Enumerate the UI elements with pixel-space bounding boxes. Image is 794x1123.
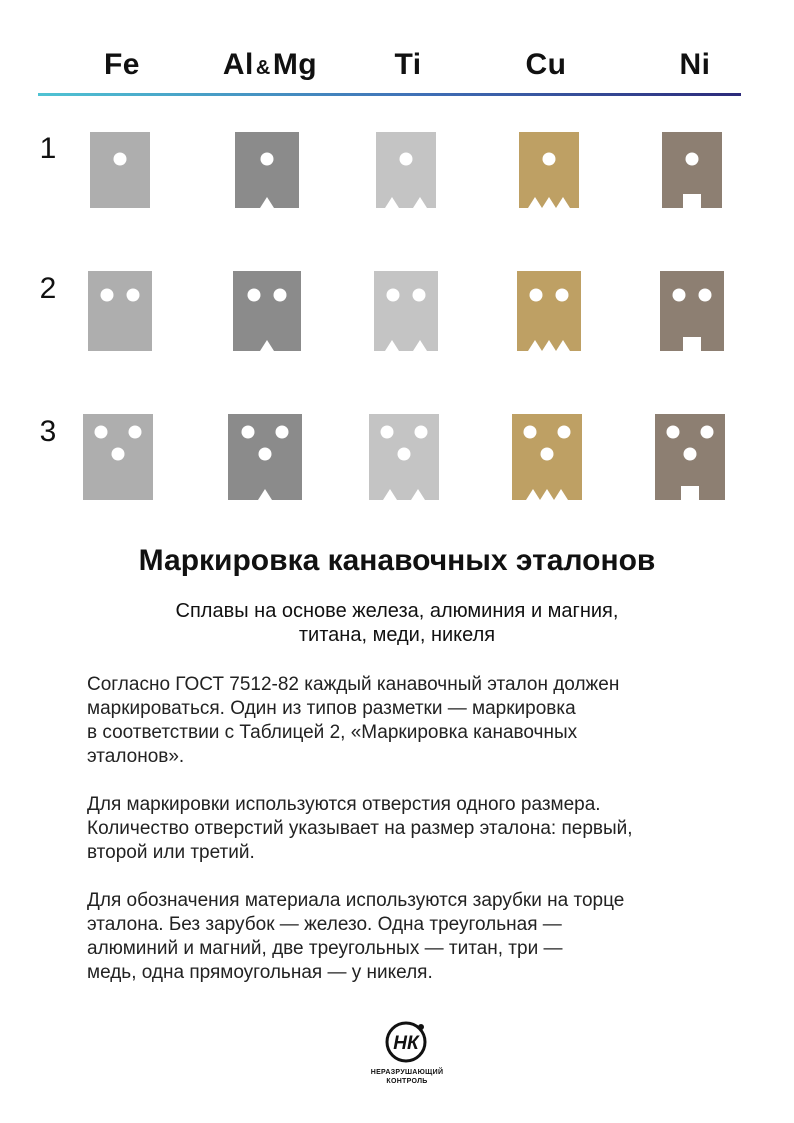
sample-almg-3 <box>228 414 302 500</box>
sample-plate-ti-3 <box>369 414 439 500</box>
sample-hole-1 <box>524 426 537 439</box>
sample-plate-almg-1 <box>235 132 299 208</box>
sample-plate-ni-3 <box>655 414 725 500</box>
sample-hole-3 <box>112 448 125 461</box>
paragraph-holes: Для маркировки используются отверстия одного размера. Количество отверстий указывает на размер эталона: первый, второй или третий. <box>87 794 633 863</box>
sample-hole-2 <box>127 289 140 302</box>
sample-plate-cu-3 <box>512 414 582 500</box>
sample-body-two-triangles <box>374 271 438 351</box>
sample-hole-1 <box>381 426 394 439</box>
sample-hole-2 <box>276 426 289 439</box>
sample-plate-fe-1 <box>90 132 150 208</box>
sample-hole-3 <box>398 448 411 461</box>
sample-hole-3 <box>684 448 697 461</box>
sample-plate-ni-1 <box>662 132 722 208</box>
row-label-2: 2 <box>39 272 57 305</box>
sample-body-one-triangle <box>233 271 301 351</box>
sample-cu-1 <box>519 132 579 208</box>
sample-plate-cu-1 <box>519 132 579 208</box>
sample-hole-3 <box>259 448 272 461</box>
sample-ni-1 <box>662 132 722 208</box>
page-title: Маркировка канавочных эталонов <box>138 544 656 577</box>
sample-hole-1 <box>400 153 413 166</box>
subtitle-line-2: титана, меди, никеля <box>298 624 496 646</box>
sample-body-one-rectangle <box>662 132 722 208</box>
sample-fe-2 <box>88 271 152 351</box>
column-header-fe <box>62 48 182 82</box>
logo-text-line-1: НЕРАЗРУШАЮЩИЙ <box>370 1069 444 1076</box>
sample-plate-almg-2 <box>233 271 301 351</box>
sample-hole-1 <box>530 289 543 302</box>
column-label-cu: Cu <box>525 48 567 81</box>
column-header-ni <box>635 48 755 82</box>
sample-hole-1 <box>242 426 255 439</box>
sample-body-one-triangle <box>235 132 299 208</box>
sample-hole-1 <box>387 289 400 302</box>
sample-hole-2 <box>558 426 571 439</box>
sample-hole-2 <box>415 426 428 439</box>
row-label-3: 3 <box>39 415 57 448</box>
sample-hole-1 <box>101 289 114 302</box>
logo-text-line-2: КОНТРОЛЬ <box>386 1078 428 1085</box>
logo-emblem-icon <box>384 1018 430 1064</box>
column-header-cu <box>486 48 606 82</box>
sample-hole-1 <box>248 289 261 302</box>
sample-hole-1 <box>114 153 127 166</box>
column-label-fe: Fe <box>103 48 140 81</box>
logo-mark: НК <box>393 1033 419 1054</box>
sample-hole-2 <box>413 289 426 302</box>
column-label-ti: Ti <box>394 48 422 81</box>
column-label-mg: Mg <box>272 48 318 81</box>
subtitle <box>100 599 694 647</box>
column-header-ti <box>348 48 468 82</box>
column-label-al: Al <box>222 48 254 81</box>
sample-body-three-triangles <box>517 271 581 351</box>
header-divider <box>38 93 741 96</box>
sample-plate-almg-3 <box>228 414 302 500</box>
sample-plate-cu-2 <box>517 271 581 351</box>
column-header-al-mg <box>210 48 330 82</box>
sample-hole-2 <box>274 289 287 302</box>
sample-fe-1 <box>90 132 150 208</box>
sample-cu-3 <box>512 414 582 500</box>
paragraph-notches: Для обозначения материала используются зарубки на торце эталона. Без зарубок — железо. Одна треугольная — алюминий и магний, две треугольных — титан, три — медь, одна прямоугольная — у никеля. <box>87 890 625 983</box>
sample-body-none <box>88 271 152 351</box>
sample-body-three-triangles <box>519 132 579 208</box>
paragraph-gost: Согласно ГОСТ 7512-82 каждый канавочный эталон должен маркироваться. Один из типов разметки — маркировка в соответствии с Таблицей 2, «Маркировка канавочных эталонов». <box>87 674 620 767</box>
sample-ti-3 <box>369 414 439 500</box>
sample-ti-2 <box>374 271 438 351</box>
sample-ni-3 <box>655 414 725 500</box>
subtitle-line-1: Сплавы на основе железа, алюминия и магния, <box>175 600 619 622</box>
sample-almg-1 <box>235 132 299 208</box>
column-label-ampersand: & <box>255 57 271 79</box>
sample-body-none <box>90 132 150 208</box>
sample-hole-1 <box>667 426 680 439</box>
sample-hole-3 <box>541 448 554 461</box>
sample-hole-1 <box>673 289 686 302</box>
sample-plate-ti-1 <box>376 132 436 208</box>
sample-hole-2 <box>129 426 142 439</box>
sample-plate-ti-2 <box>374 271 438 351</box>
sample-ti-1 <box>376 132 436 208</box>
column-label-ni: Ni <box>679 48 711 81</box>
sample-plate-ni-2 <box>660 271 724 351</box>
sample-hole-1 <box>261 153 274 166</box>
sample-hole-2 <box>556 289 569 302</box>
sample-fe-3 <box>83 414 153 500</box>
sample-plate-fe-2 <box>88 271 152 351</box>
sample-hole-2 <box>699 289 712 302</box>
sample-ni-2 <box>660 271 724 351</box>
sample-hole-1 <box>95 426 108 439</box>
logo <box>352 1018 462 1086</box>
sample-body-two-triangles <box>376 132 436 208</box>
sample-plate-fe-3 <box>83 414 153 500</box>
sample-almg-2 <box>233 271 301 351</box>
row-label-1: 1 <box>39 132 57 165</box>
sample-hole-1 <box>686 153 699 166</box>
sample-body-one-rectangle <box>660 271 724 351</box>
sample-hole-2 <box>701 426 714 439</box>
sample-hole-1 <box>543 153 556 166</box>
sample-cu-2 <box>517 271 581 351</box>
